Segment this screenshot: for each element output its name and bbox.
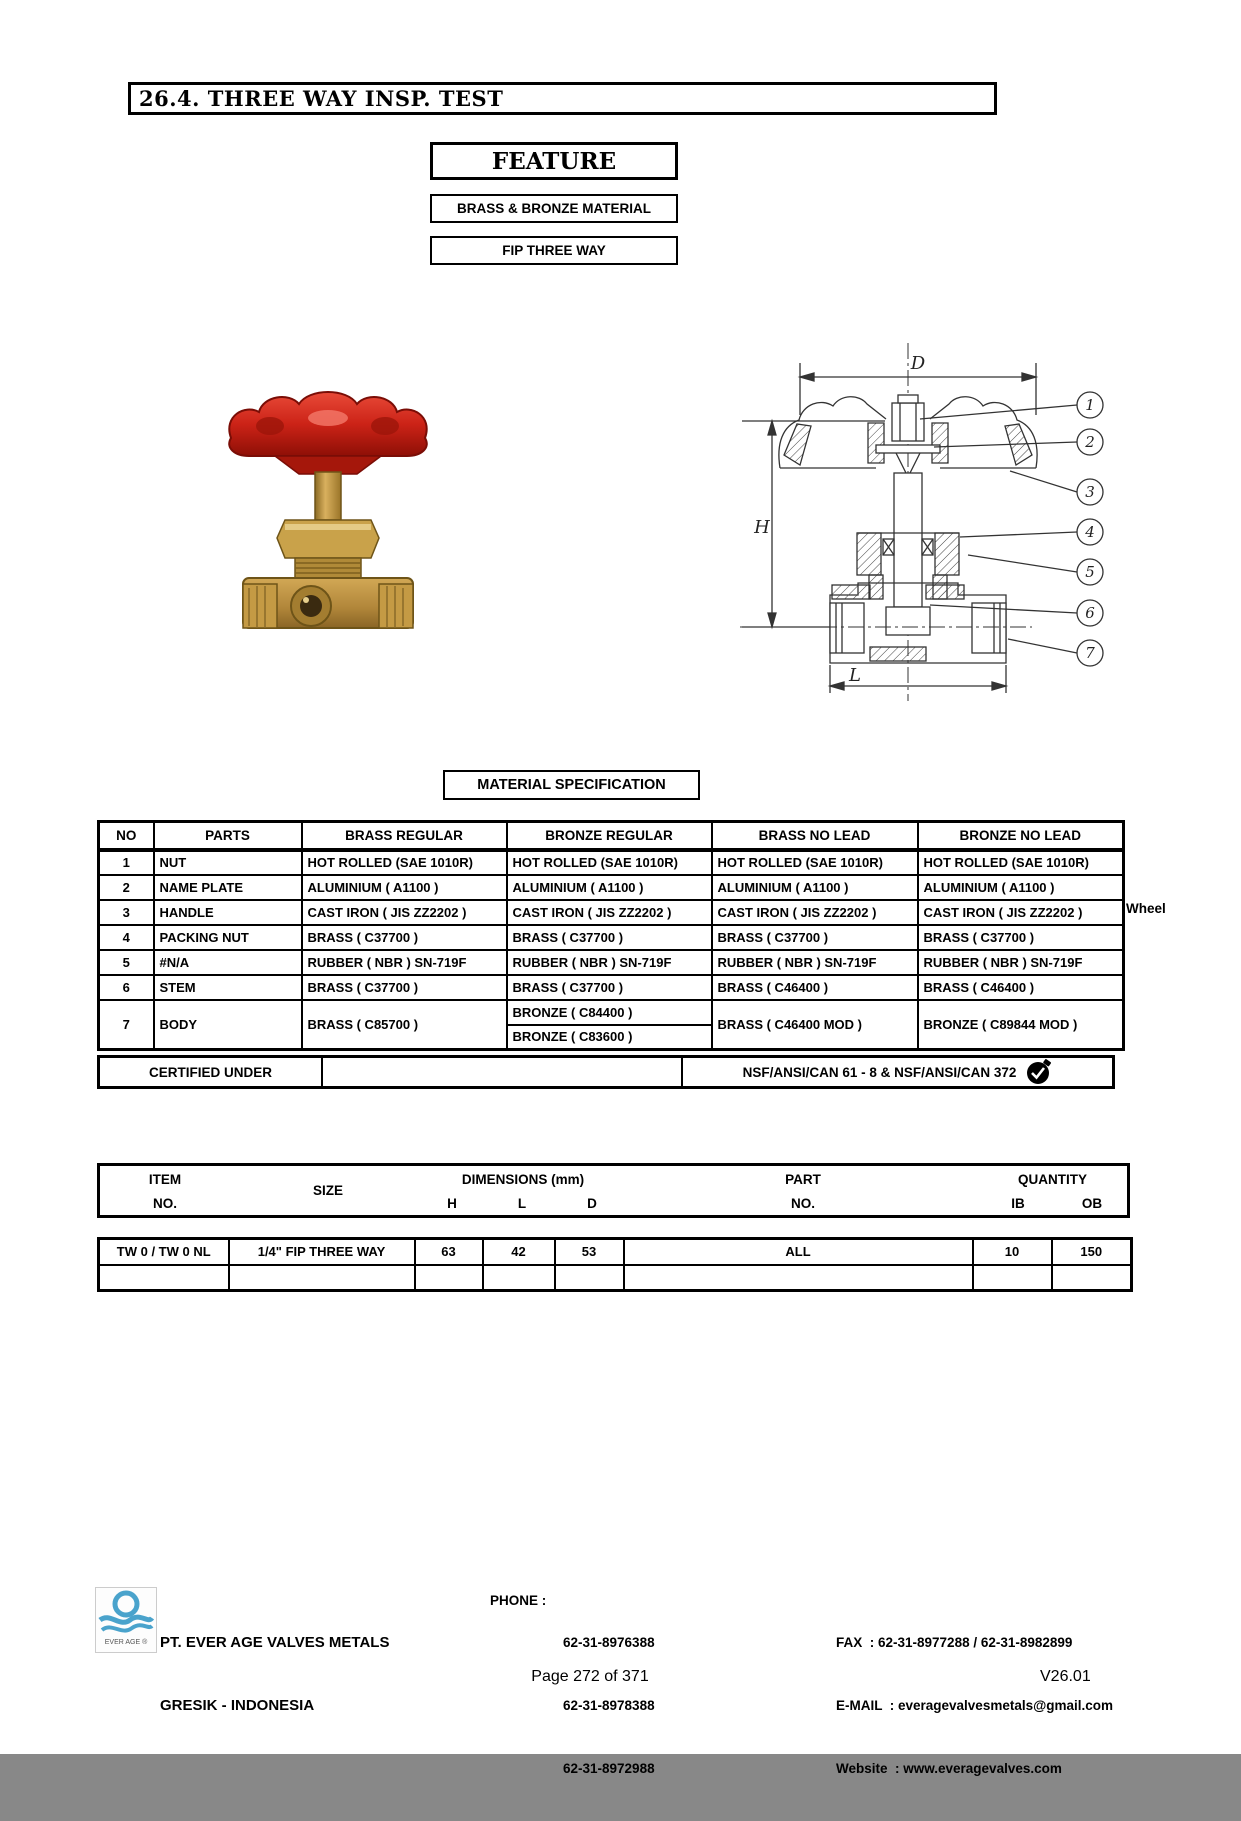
callout-1: 1 [1085,396,1095,414]
cell: RUBBER ( NBR ) SN-719F [302,950,507,975]
table-row [99,950,1124,975]
cell: BRASS ( C37700 ) [507,975,712,1000]
header-part: PART [785,1172,821,1187]
col-header-parts: PARTS [154,822,302,850]
dimensions-header-box [97,1163,1130,1218]
feature-title-box [430,142,678,180]
website-line: Website : www.everagevalves.com [836,1761,1062,1776]
empty-cell [555,1265,624,1291]
h-cell: 63 [415,1239,483,1265]
empty-cell [973,1265,1052,1291]
header-h: H [447,1196,457,1211]
row-part: #N/A [154,950,302,975]
material-spec-title: MATERIAL SPECIFICATION [477,777,666,793]
cell: CAST IRON ( JIS ZZ2202 ) [507,900,712,925]
empty-cell [415,1265,483,1291]
item-no-cell: TW 0 / TW 0 NL [99,1239,229,1265]
row-part: NUT [154,850,302,875]
page-title: 26.4. THREE WAY INSP. TEST [139,86,504,111]
ib-cell: 10 [973,1239,1052,1265]
nsf-certification-icon [1026,1059,1052,1085]
cell: CAST IRON ( JIS ZZ2202 ) [712,900,918,925]
size-cell: 1/4" FIP THREE WAY [229,1239,415,1265]
ever-age-logo-icon [96,1588,154,1636]
empty-cell [99,1265,229,1291]
material-spec-title-box [443,770,700,800]
table-row-body [99,1000,1124,1025]
cell: ALUMINIUM ( A1100 ) [507,875,712,900]
row-no: 3 [99,900,154,925]
row-no: 6 [99,975,154,1000]
page-number: Page 272 of 371 [531,1668,649,1685]
col-header-no: NO [99,822,154,850]
row-part: NAME PLATE [154,875,302,900]
cell: BRONZE ( C89844 MOD ) [918,1000,1124,1050]
empty-cell [229,1265,415,1291]
header-d: D [587,1196,597,1211]
dim-label-d: D [910,353,926,374]
part-no-cell: ALL [624,1239,973,1265]
feature-title: FEATURE [491,147,617,175]
certified-under-bar [97,1055,1115,1089]
row-no: 1 [99,850,154,875]
table-row [99,875,1124,900]
certified-value: NSF/ANSI/CAN 61 - 8 & NSF/ANSI/CAN 372 [742,1064,1017,1080]
section-title-box [128,82,997,115]
feature-type-box [430,236,678,265]
feature-material-text: BRASS & BRONZE MATERIAL [457,201,651,216]
version-label: V26.01 [1040,1668,1091,1685]
cell: HOT ROLLED (SAE 1010R) [302,850,507,875]
header-item-no: NO. [152,1196,177,1211]
spec-header-row [99,822,1124,850]
dimension-row [99,1239,1132,1265]
col-header-brass-no-lead: BRASS NO LEAD [712,822,918,850]
cell: HOT ROLLED (SAE 1010R) [918,850,1124,875]
header-ib: IB [1011,1196,1025,1211]
header-quantity: QUANTITY [1018,1172,1087,1187]
row-no: 2 [99,875,154,900]
fax-line: FAX : 62-31-8977288 / 62-31-8982899 [836,1635,1073,1650]
cell: BRASS ( C46400 ) [712,975,918,1000]
cell: BRASS ( C37700 ) [302,975,507,1000]
dimensions-data-table [97,1237,1133,1292]
company-city: GRESIK - INDONESIA [160,1697,315,1714]
dim-label-h: H [754,517,770,538]
cell: RUBBER ( NBR ) SN-719F [712,950,918,975]
email-line: E-MAIL : everagevalvesmetals@gmail.com [836,1698,1114,1713]
row-part: HANDLE [154,900,302,925]
table-row [99,925,1124,950]
phone-number-1: 62-31-8976388 [563,1635,655,1650]
callout-3: 3 [1085,483,1095,501]
certified-under-label: CERTIFIED UNDER [100,1058,323,1086]
feature-material-box [430,194,678,223]
cell: BRASS ( C37700 ) [918,925,1124,950]
cell: BRASS ( C37700 ) [302,925,507,950]
col-header-bronze-no-lead: BRONZE NO LEAD [918,822,1124,850]
cell: BRASS ( C37700 ) [507,925,712,950]
certified-empty-cell [323,1058,683,1086]
material-spec-table [97,820,1125,1051]
header-ob: OB [1081,1196,1103,1211]
l-cell: 42 [483,1239,555,1265]
cell: BRASS ( C46400 MOD ) [712,1000,918,1050]
col-header-bronze-regular: BRONZE REGULAR [507,822,712,850]
company-logo [95,1587,157,1653]
cell: BRASS ( C37700 ) [712,925,918,950]
cell: BRONZE ( C84400 ) [507,1000,712,1025]
header-part-no: NO. [790,1196,815,1211]
header-item: ITEM [148,1172,182,1187]
cell: CAST IRON ( JIS ZZ2202 ) [302,900,507,925]
cell: HOT ROLLED (SAE 1010R) [712,850,918,875]
phone-number-2: 62-31-8978388 [563,1698,655,1713]
row-no: 4 [99,925,154,950]
header-dimensions: DIMENSIONS (mm) [461,1172,585,1187]
cell: ALUMINIUM ( A1100 ) [302,875,507,900]
callout-7: 7 [1085,644,1095,662]
empty-cell [624,1265,973,1291]
table-row [99,900,1124,925]
cell: BRASS ( C46400 ) [918,975,1124,1000]
row-no: 5 [99,950,154,975]
table-row [99,850,1124,875]
company-name: PT. EVER AGE VALVES METALS [160,1634,390,1651]
wheel-side-note: Wheel [1126,901,1166,916]
header-l: L [517,1196,527,1211]
row-no: 7 [99,1000,154,1050]
cell: RUBBER ( NBR ) SN-719F [507,950,712,975]
cell: CAST IRON ( JIS ZZ2202 ) [918,900,1124,925]
callout-2: 2 [1085,433,1095,451]
table-row [99,975,1124,1000]
phone-label: PHONE : [490,1593,547,1608]
row-part: STEM [154,975,302,1000]
technical-drawing [680,305,1120,705]
cell: ALUMINIUM ( A1100 ) [712,875,918,900]
ob-cell: 150 [1052,1239,1132,1265]
row-part: BODY [154,1000,302,1050]
d-cell: 53 [555,1239,624,1265]
empty-cell [1052,1265,1132,1291]
empty-cell [483,1265,555,1291]
callout-5: 5 [1085,563,1095,581]
phone-number-3: 62-31-8972988 [563,1761,655,1776]
logo-caption: EVER AGE ® [104,1639,148,1646]
dim-label-l: L [849,665,861,686]
dimension-row-empty [99,1265,1132,1291]
header-size: SIZE [312,1183,343,1198]
cell: ALUMINIUM ( A1100 ) [918,875,1124,900]
col-header-brass-regular: BRASS REGULAR [302,822,507,850]
cell: HOT ROLLED (SAE 1010R) [507,850,712,875]
cell: BRASS ( C85700 ) [302,1000,507,1050]
cell: RUBBER ( NBR ) SN-719F [918,950,1124,975]
feature-type-text: FIP THREE WAY [502,243,606,258]
valve-photo [215,378,445,628]
row-part: PACKING NUT [154,925,302,950]
callout-6: 6 [1085,604,1095,622]
cell: BRONZE ( C83600 ) [507,1025,712,1050]
certified-value-cell [683,1058,1112,1086]
callout-4: 4 [1085,523,1095,541]
